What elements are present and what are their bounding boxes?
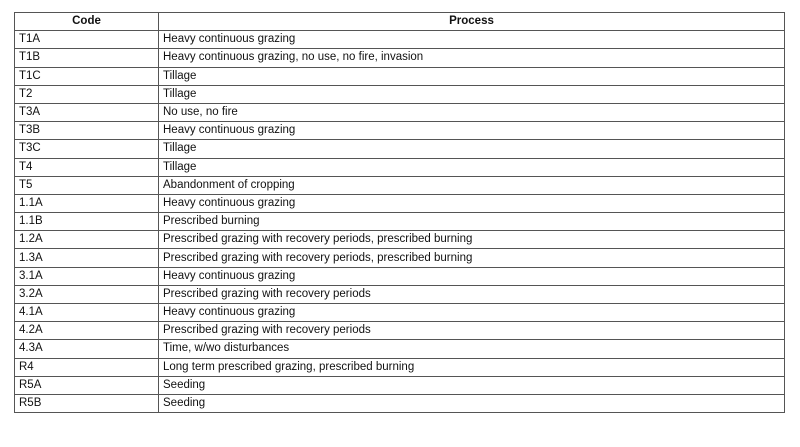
cell-code: T1A	[15, 31, 159, 49]
cell-process: Prescribed grazing with recovery periods, prescribed burning	[159, 231, 785, 249]
cell-code: 4.3A	[15, 340, 159, 358]
cell-code: R4	[15, 358, 159, 376]
cell-process: Abandonment of cropping	[159, 176, 785, 194]
table-row	[15, 158, 785, 176]
cell-process: Heavy continuous grazing	[159, 267, 785, 285]
process-table	[14, 12, 785, 413]
cell-process: Heavy continuous grazing	[159, 194, 785, 212]
table-row	[15, 249, 785, 267]
header-code: Code	[15, 13, 159, 31]
cell-process: Seeding	[159, 376, 785, 394]
cell-code: 1.1A	[15, 194, 159, 212]
cell-process: Tillage	[159, 140, 785, 158]
table-row	[15, 267, 785, 285]
cell-code: 3.1A	[15, 267, 159, 285]
cell-process: Heavy continuous grazing	[159, 31, 785, 49]
table-body	[15, 31, 785, 413]
table-row	[15, 358, 785, 376]
table-row	[15, 31, 785, 49]
table-row	[15, 285, 785, 303]
table-row	[15, 176, 785, 194]
cell-process: Heavy continuous grazing, no use, no fire, invasion	[159, 49, 785, 67]
cell-process: Heavy continuous grazing	[159, 122, 785, 140]
cell-code: R5A	[15, 376, 159, 394]
cell-code: 4.2A	[15, 322, 159, 340]
table-row	[15, 304, 785, 322]
cell-code: T3B	[15, 122, 159, 140]
table-row	[15, 231, 785, 249]
cell-code: R5B	[15, 394, 159, 412]
cell-code: T2	[15, 85, 159, 103]
cell-process: Tillage	[159, 158, 785, 176]
cell-process: Heavy continuous grazing	[159, 304, 785, 322]
table-row	[15, 376, 785, 394]
table-row	[15, 394, 785, 412]
cell-process: Long term prescribed grazing, prescribed burning	[159, 358, 785, 376]
cell-code: T4	[15, 158, 159, 176]
cell-code: 1.2A	[15, 231, 159, 249]
table-row	[15, 140, 785, 158]
cell-process: No use, no fire	[159, 103, 785, 121]
table-row	[15, 340, 785, 358]
table-row	[15, 213, 785, 231]
table-row	[15, 85, 785, 103]
cell-process: Seeding	[159, 394, 785, 412]
table-row	[15, 322, 785, 340]
cell-code: T1B	[15, 49, 159, 67]
cell-code: T5	[15, 176, 159, 194]
cell-code: 3.2A	[15, 285, 159, 303]
cell-code: 1.3A	[15, 249, 159, 267]
cell-process: Prescribed grazing with recovery periods	[159, 322, 785, 340]
cell-code: T1C	[15, 67, 159, 85]
table-row	[15, 67, 785, 85]
cell-process: Prescribed grazing with recovery periods, prescribed burning	[159, 249, 785, 267]
header-row	[15, 13, 785, 31]
header-process: Process	[159, 13, 785, 31]
table-row	[15, 49, 785, 67]
table-row	[15, 103, 785, 121]
table-row	[15, 194, 785, 212]
cell-process: Prescribed grazing with recovery periods	[159, 285, 785, 303]
cell-process: Prescribed burning	[159, 213, 785, 231]
cell-process: Tillage	[159, 67, 785, 85]
cell-code: 4.1A	[15, 304, 159, 322]
cell-code: T3C	[15, 140, 159, 158]
cell-process: Time, w/wo disturbances	[159, 340, 785, 358]
cell-code: 1.1B	[15, 213, 159, 231]
cell-process: Tillage	[159, 85, 785, 103]
table-row	[15, 122, 785, 140]
cell-code: T3A	[15, 103, 159, 121]
